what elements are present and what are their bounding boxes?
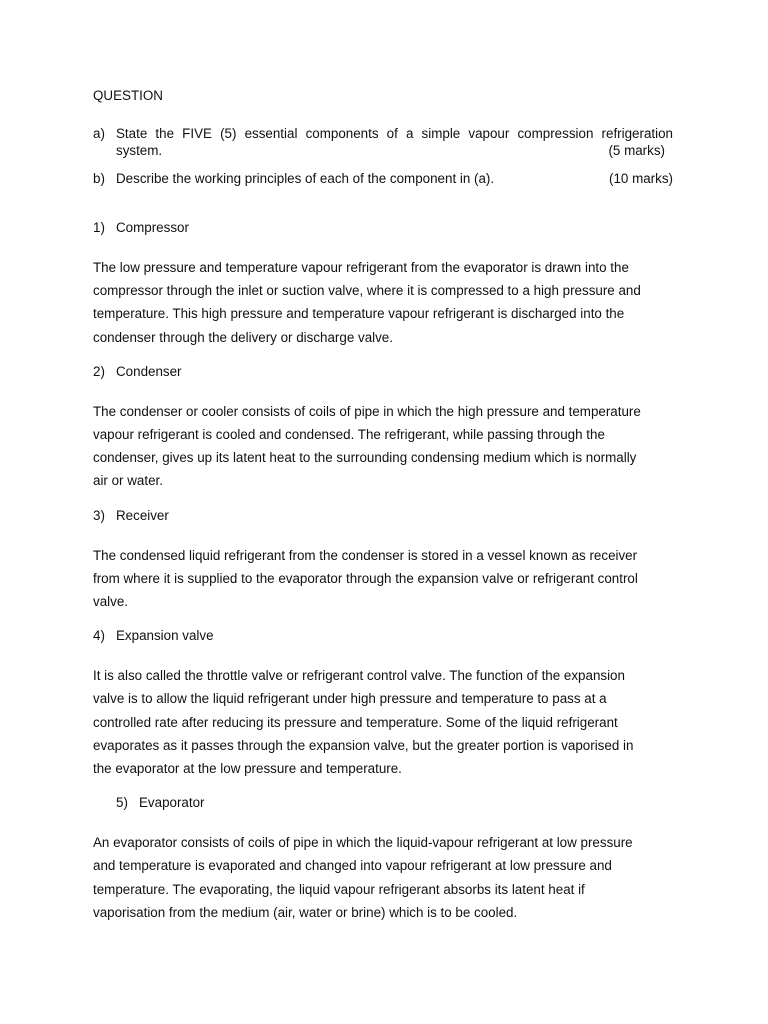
section-paragraph: [93, 256, 673, 349]
section-number: 5): [116, 795, 128, 811]
question-text-line: system.: [116, 143, 163, 158]
paragraph-line: An evaporator consists of coils of pipe in which the liquid-vapour refrigerant at low pressure: [93, 835, 633, 851]
paragraph-line: valve.: [93, 594, 128, 610]
question-a: [93, 125, 673, 159]
paragraph-line: vaporisation from the medium (air, water or brine) which is to be cooled.: [93, 904, 518, 920]
paragraph-line: condenser through the delivery or discharge valve.: [93, 329, 393, 345]
question-marks: (5 marks): [608, 143, 665, 158]
question-b: [93, 170, 673, 187]
question-label: b): [93, 171, 105, 186]
section-title: Compressor: [116, 220, 189, 235]
question-marks: (10 marks): [609, 171, 673, 186]
section-title: Evaporator: [139, 795, 205, 811]
section-number: 2): [93, 363, 105, 379]
paragraph-line: from where it is supplied to the evaporator through the expansion valve or refrigerant control: [93, 570, 638, 586]
section-paragraph: [93, 664, 673, 780]
paragraph-line: valve is to allow the liquid refrigerant under high pressure and temperature to pass at a: [93, 691, 607, 707]
paragraph-line: The condensed liquid refrigerant from the condenser is stored in a vessel known as receiver: [93, 547, 638, 563]
paragraph-line: compressor through the inlet or suction valve, where it is compressed to a high pressure and: [93, 283, 641, 299]
section-heading-condenser: [93, 363, 673, 380]
paragraph-line: and temperature is evaporated and changed into vapour refrigerant at low pressure and: [93, 858, 612, 874]
paragraph-line: temperature. This high pressure and temperature vapour refrigerant is discharged into the: [93, 306, 625, 322]
paragraph-line: temperature. The evaporating, the liquid vapour refrigerant absorbs its latent heat if: [93, 881, 585, 897]
section-title: Condenser: [116, 363, 182, 379]
section-number: 4): [93, 628, 105, 644]
question-text: Describe the working principles of each of the component in (a).: [116, 171, 495, 186]
paragraph-line: condenser, gives up its latent heat to the surrounding condensing medium which is normally: [93, 450, 637, 466]
section-heading-compressor: [93, 219, 673, 236]
document-page: [93, 87, 673, 938]
paragraph-line: air or water.: [93, 473, 163, 489]
section-heading-expansion-valve: [93, 627, 673, 644]
section-heading-evaporator: [93, 794, 673, 811]
section-paragraph: [93, 400, 673, 493]
section-title: Expansion valve: [116, 628, 214, 644]
question-body: [116, 170, 673, 187]
section-title: Receiver: [116, 507, 169, 523]
section-number: 1): [93, 220, 105, 235]
paragraph-line: The condenser or cooler consists of coils of pipe in which the high pressure and temperature: [93, 403, 641, 419]
paragraph-line: evaporates as it passes through the expansion valve, but the greater portion is vaporised in: [93, 737, 634, 753]
section-heading-receiver: [93, 507, 673, 524]
paragraph-line: It is also called the throttle valve or refrigerant control valve. The function of the expansion: [93, 668, 625, 684]
question-label: a): [93, 126, 105, 141]
paragraph-line: vapour refrigerant is cooled and condensed. The refrigerant, while passing through the: [93, 427, 605, 443]
question-heading: QUESTION: [93, 88, 163, 103]
question-body: [116, 125, 673, 159]
section-paragraph: [93, 831, 673, 924]
paragraph-line: The low pressure and temperature vapour refrigerant from the evaporator is drawn into the: [93, 260, 629, 275]
section-number: 3): [93, 507, 105, 523]
paragraph-line: controlled rate after reducing its pressure and temperature. Some of the liquid refrigerant: [93, 714, 618, 730]
section-paragraph: [93, 544, 673, 614]
question-text-line: State the FIVE (5) essential components of a simple vapour compression refrigeration: [116, 126, 673, 141]
paragraph-line: the evaporator at the low pressure and temperature.: [93, 761, 402, 777]
